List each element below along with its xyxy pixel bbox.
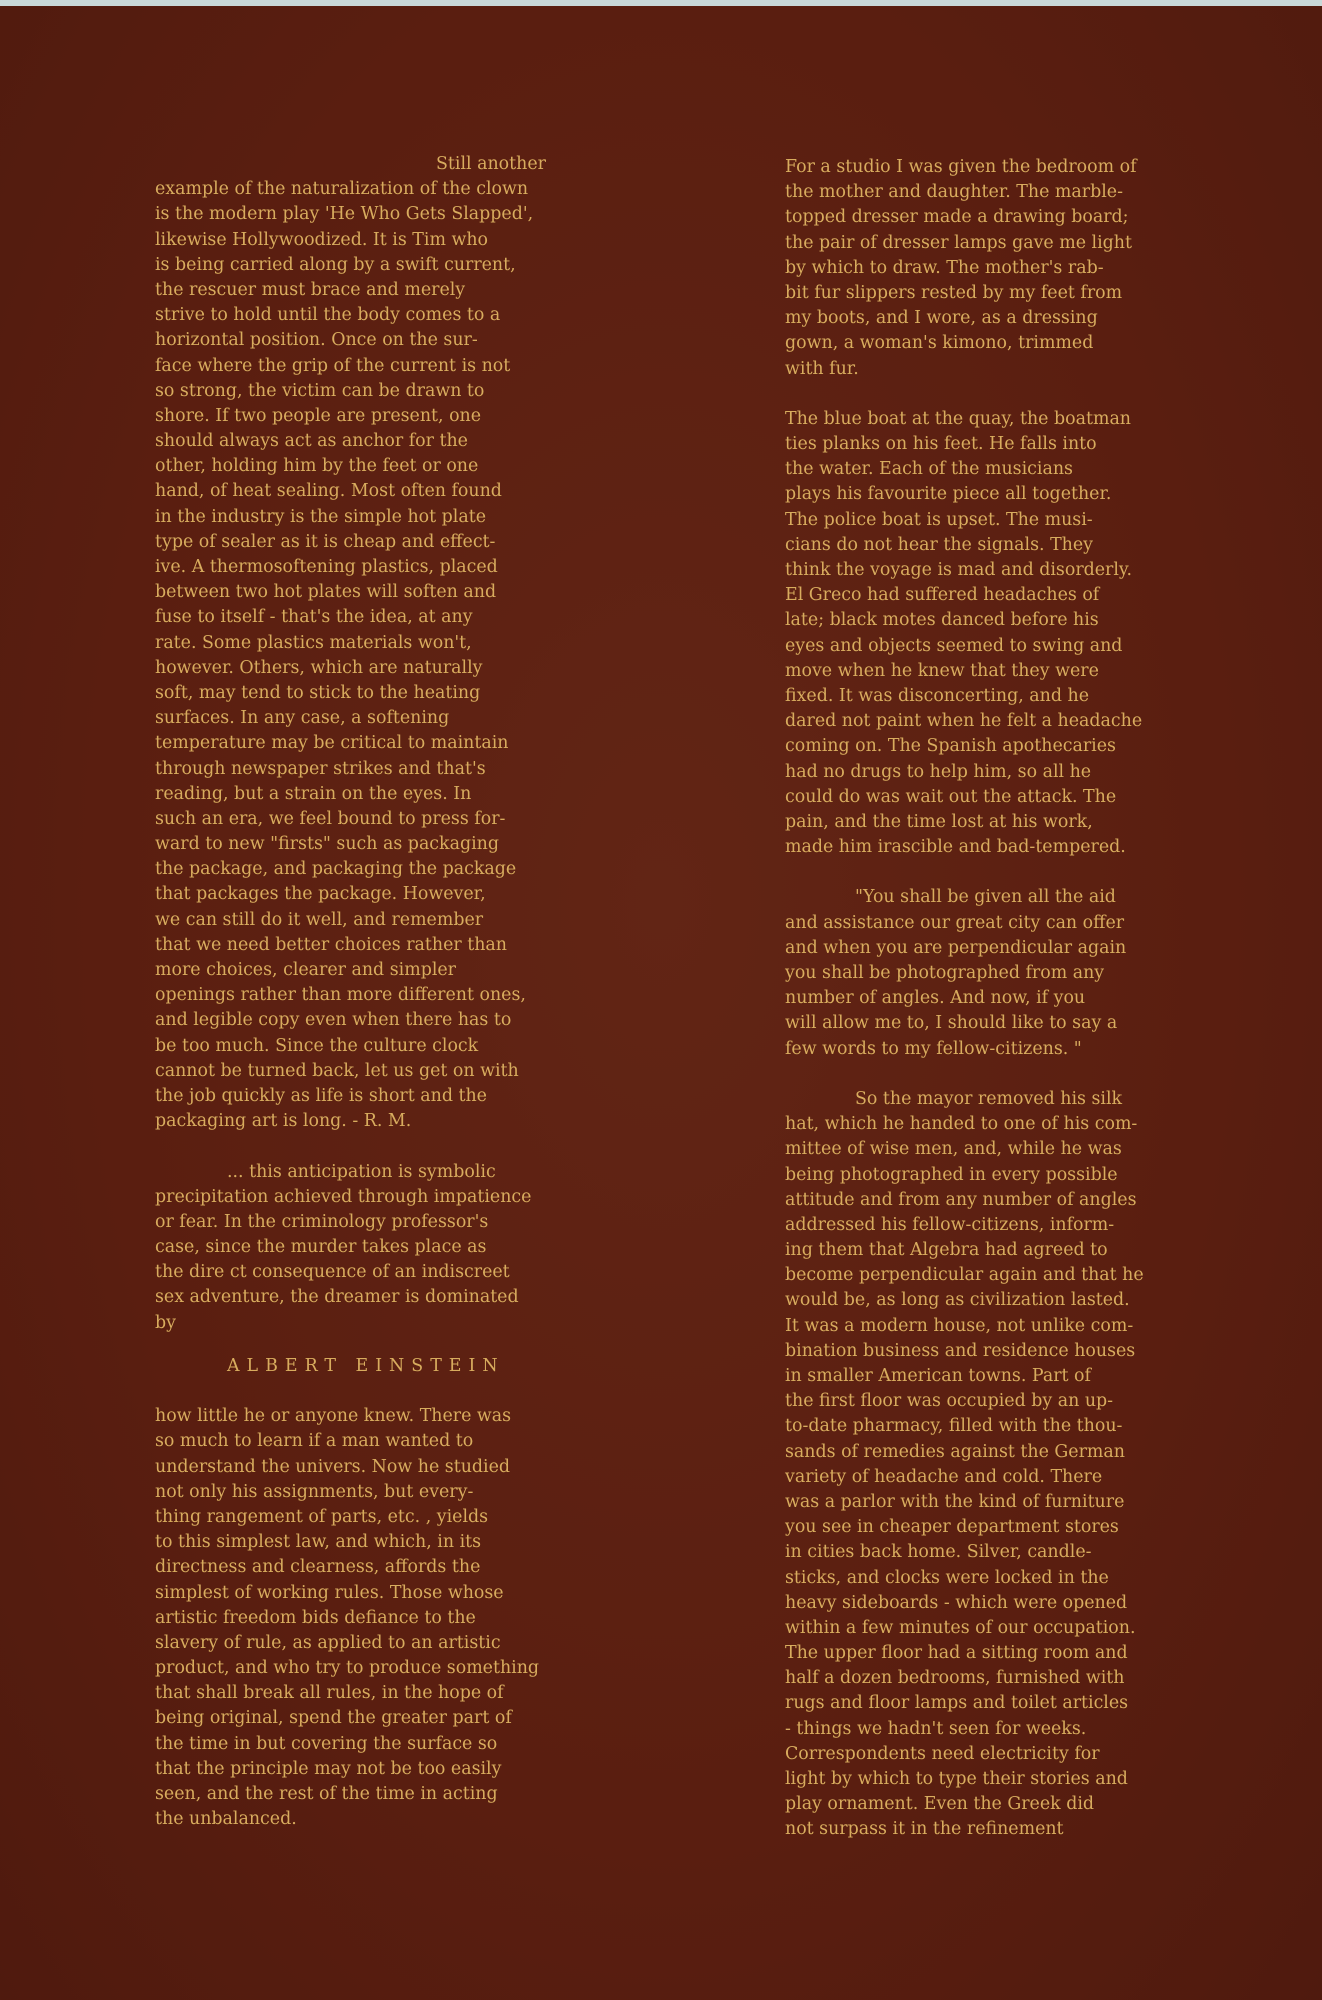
text-line: my boots, and I wore, as a dressing [785, 308, 1098, 329]
text-line: be too much. Since the culture clock [155, 1035, 479, 1056]
text-line: strive to hold until the body comes to a [155, 305, 501, 326]
text-line: temperature may be critical to maintain [155, 733, 509, 754]
text-line: thing rangement of parts, etc. , yields [155, 1506, 489, 1527]
text-line: was a parlor with the kind of furniture [785, 1491, 1125, 1512]
text-line: however. Others, which are naturally [155, 657, 483, 678]
spacer [785, 1062, 1225, 1087]
text-line: late; black motes danced before his [785, 610, 1099, 631]
text-line: you see in cheaper department stores [785, 1517, 1119, 1538]
right-paragraph-2 [785, 407, 1225, 860]
text-line: sex adventure, the dreamer is dominated [155, 1287, 519, 1308]
text-line: play ornament. Even the Greek did [785, 1794, 1095, 1815]
text-line: few words to my fellow-citizens. " [785, 1038, 1082, 1059]
text-line: eyes and objects seemed to swing and [785, 635, 1123, 656]
text-line: ing them that Algebra had agreed to [785, 1240, 1108, 1261]
text-line: the rescuer must brace and merely [155, 279, 466, 300]
text-line: move when he knew that they were [785, 660, 1099, 681]
text-line: through newspaper strikes and that's [155, 758, 486, 779]
text-line: reading, but a strain on the eyes. In [155, 783, 472, 804]
text-line: dared not paint when he felt a headache [785, 711, 1143, 732]
text-line: that packages the package. However, [155, 884, 486, 905]
text-line: being original, spend the greater part of [155, 1708, 512, 1729]
text-line: Still another [436, 154, 546, 174]
text-line: such an era, we feel bound to press for- [155, 808, 506, 829]
text-line: in the industry is the simple hot plate [155, 506, 487, 527]
text-line: hat, which he handed to one of his com- [785, 1114, 1138, 1135]
text-line: plays his favourite piece all together. [785, 484, 1112, 505]
text-line: that the principle may not be too easily [155, 1758, 502, 1779]
text-line: and assistance our great city can offer [785, 912, 1125, 933]
text-line: type of sealer as it is cheap and effect- [155, 531, 496, 552]
text-line: case, since the murder takes place as [155, 1237, 487, 1258]
text-line: in smaller American towns. Part of [785, 1366, 1091, 1386]
text-line: the mother and daughter. The marble- [785, 182, 1123, 203]
text-line: to this simplest law, and which, in its [155, 1532, 482, 1553]
text-line: El Greco had suffered headaches of [785, 585, 1100, 606]
text-line: understand the univers. Now he studied [155, 1456, 511, 1477]
text-line: between two hot plates will soften and [155, 582, 497, 603]
text-line: It was a modern house, not unlike com- [785, 1315, 1134, 1336]
text-line: surfaces. In any case, a softening [155, 708, 450, 729]
text-line: the time in but covering the surface so [155, 1733, 498, 1754]
text-line: within a few minutes of our occupation. [785, 1617, 1136, 1638]
text-line: attitude and from any number of angles [785, 1189, 1137, 1210]
section-heading: ALBERT EINSTEIN [227, 1355, 505, 1376]
text-line: hand, of heat sealing. Most often found [155, 481, 502, 502]
text-line: cannot be turned back, let us get on with [155, 1060, 519, 1081]
text-line: so strong, the victim can be drawn to [155, 380, 485, 401]
text-line: fixed. It was disconcerting, and he [785, 685, 1090, 706]
text-line: is the modern play 'He Who Gets Slapped', [155, 204, 534, 225]
text-line: artistic freedom bids defiance to the [155, 1607, 476, 1628]
text-line: we can still do it well, and remember [155, 909, 484, 930]
right-paragraph-3 [785, 885, 1225, 1061]
text-line: the dire ct consequence of an indiscreet [155, 1262, 510, 1283]
text-line: other, holding him by the feet or one [155, 456, 479, 477]
text-line: the unbalanced. [155, 1809, 297, 1830]
text-line: would be, as long as civilization lasted. [785, 1290, 1130, 1311]
text-line: with fur. [785, 358, 859, 379]
text-line: face where the grip of the current is not [155, 355, 511, 376]
spacer [785, 860, 1225, 885]
text-line: you shall be photographed from any [785, 963, 1105, 983]
spacer [785, 382, 1225, 407]
right-column [785, 155, 1225, 1843]
text-line: pain, and the time lost at his work, [785, 811, 1093, 832]
text-line: the water. Each of the musicians [785, 459, 1073, 480]
right-paragraph-1 [785, 155, 1225, 382]
right-paragraph-4 [785, 1087, 1225, 1843]
text-line: by [155, 1312, 176, 1333]
text-line: number of angles. And now, if you [785, 988, 1086, 1009]
spacer [155, 1336, 595, 1354]
text-line: The upper floor had a sitting room and [785, 1643, 1128, 1664]
text-line: For a studio I was given the bedroom of [785, 157, 1137, 177]
text-line: that shall break all rules, in the hope of [155, 1683, 504, 1704]
text-line: should always act as anchor for the [155, 431, 468, 452]
text-line: made him irascible and bad-tempered. [785, 837, 1126, 858]
text-line: simplest of working rules. Those whose [155, 1582, 504, 1603]
text-line: Correspondents need electricity for [785, 1743, 1100, 1764]
text-line: variety of headache and cold. There [785, 1466, 1103, 1487]
text-line: being photographed in every possible [785, 1164, 1118, 1185]
text-line: will allow me to, I should like to say a [785, 1013, 1118, 1034]
text-line: not surpass it in the refinement [785, 1819, 1064, 1840]
text-line: cians do not hear the signals. They [785, 534, 1093, 555]
text-line: not only his assignments, but every- [155, 1481, 474, 1502]
text-line: and legible copy even when there has to [155, 1010, 512, 1031]
text-line: the package, and packaging the package [155, 859, 517, 880]
text-line: The police boat is upset. The musi- [785, 509, 1093, 530]
left-column [155, 152, 595, 1832]
text-line: ties planks on his feet. He falls into [785, 434, 1097, 455]
text-line: heavy sideboards - which were opened [785, 1592, 1128, 1613]
text-line: ... this anticipation is symbolic [227, 1161, 496, 1182]
text-line: by which to draw. The mother's rab- [785, 257, 1104, 278]
text-line: rugs and floor lamps and toilet articles [785, 1693, 1129, 1714]
left-paragraph-1 [155, 152, 595, 1134]
text-line: - things we hadn't seen for weeks. [785, 1718, 1087, 1739]
text-line: so much to learn if a man wanted to [155, 1431, 474, 1452]
text-line: ward to new "firsts" such as packaging [155, 834, 499, 855]
text-line: product, and who try to produce something [155, 1658, 540, 1679]
text-line: light by which to type their stories and [785, 1769, 1128, 1789]
text-line: is being carried along by a swift current, [155, 254, 516, 275]
spacer [155, 1379, 595, 1404]
text-line: ive. A thermosoftening plastics, placed [155, 557, 498, 577]
text-line: think the voyage is mad and disorderly. [785, 560, 1132, 580]
text-line: example of the naturalization of the clown [155, 179, 529, 200]
spacer [155, 1134, 595, 1159]
text-line: half a dozen bedrooms, furnished with [785, 1668, 1125, 1689]
text-line: addressed his fellow-citizens, inform- [785, 1214, 1115, 1235]
text-line: the first floor was occupied by an up- [785, 1391, 1114, 1412]
text-line: So the mayor removed his silk [855, 1088, 1123, 1109]
text-line: shore. If two people are present, one [155, 405, 482, 426]
text-line: in cities back home. Silver, candle- [785, 1542, 1092, 1563]
text-line: or fear. In the criminology professor's [155, 1211, 489, 1232]
text-line: bination business and residence houses [785, 1340, 1136, 1361]
text-line: horizontal position. Once on the sur- [155, 330, 478, 351]
text-line: the job quickly as life is short and the [155, 1085, 487, 1106]
text-line: more choices, clearer and simpler [155, 960, 456, 980]
text-line: to-date pharmacy, filled with the thou- [785, 1416, 1123, 1437]
text-line: and when you are perpendicular again [785, 937, 1127, 958]
text-line: gown, a woman's kimono, trimmed [785, 333, 1094, 354]
text-line: likewise Hollywoodized. It is Tim who [155, 229, 489, 250]
text-line: how little he or anyone knew. There was [155, 1406, 512, 1427]
text-line: "You shall be given all the aid [855, 887, 1116, 908]
text-line: slavery of rule, as applied to an artistic [155, 1632, 501, 1653]
text-line: fuse to itself - that's the idea, at any [155, 607, 473, 628]
text-line: could do was wait out the attack. The [785, 786, 1117, 807]
text-line: The blue boat at the quay, the boatman [785, 408, 1132, 429]
text-line: precipitation achieved through impatience [155, 1186, 532, 1207]
text-line: mittee of wise men, and, while he was [785, 1139, 1122, 1160]
text-line: openings rather than more different ones, [155, 985, 526, 1006]
text-line: that we need better choices rather than [155, 934, 507, 955]
text-line: packaging art is long. - R. M. [155, 1111, 412, 1132]
text-line: directness and clearness, affords the [155, 1557, 481, 1578]
text-line: bit fur slippers rested by my feet from [785, 282, 1123, 303]
text-line: rate. Some plastics materials won't, [155, 632, 472, 653]
text-line: soft, may tend to stick to the heating [155, 682, 481, 703]
left-paragraph-3 [155, 1404, 595, 1832]
text-line: had no drugs to help him, so all he [785, 761, 1092, 782]
text-line: seen, and the rest of the time in acting [155, 1784, 498, 1804]
text-line: become perpendicular again and that he [785, 1265, 1144, 1286]
text-line: sands of remedies against the German [785, 1441, 1125, 1462]
text-line: sticks, and clocks were locked in the [785, 1567, 1109, 1588]
text-line: coming on. The Spanish apothecaries [785, 736, 1116, 757]
left-paragraph-2 [155, 1160, 595, 1336]
text-line: the pair of dresser lamps gave me light [785, 232, 1132, 253]
scan-edge [0, 0, 1322, 6]
text-line: topped dresser made a drawing board; [785, 207, 1129, 228]
